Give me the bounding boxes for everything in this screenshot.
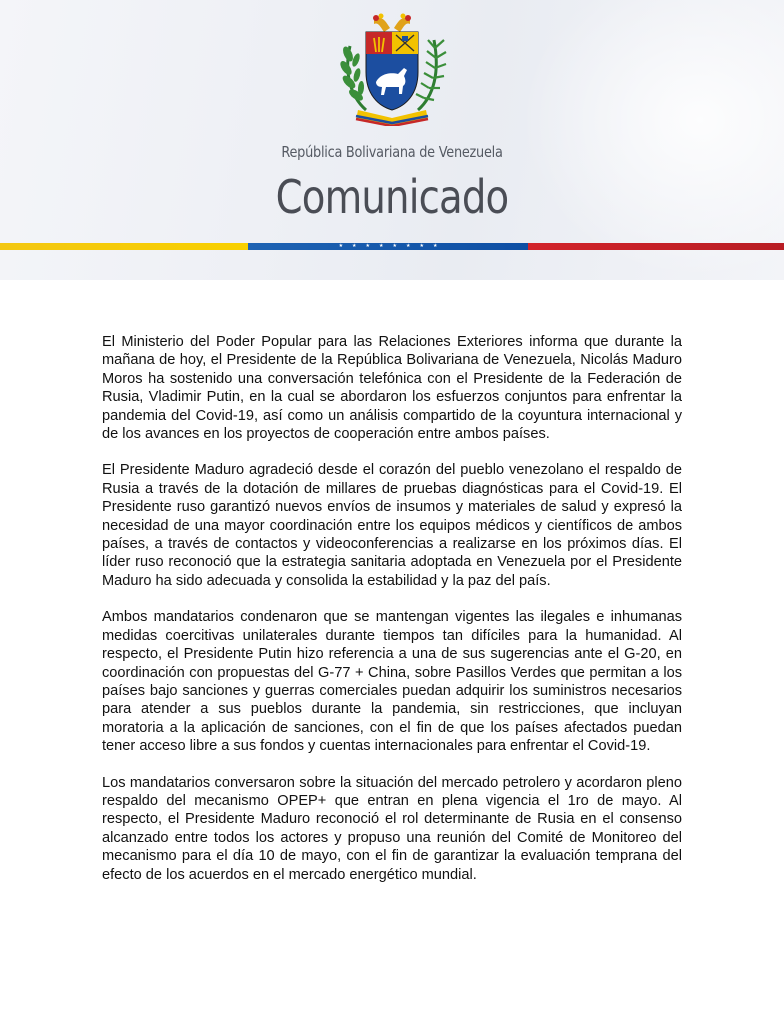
republic-name: República Bolivariana de Venezuela bbox=[281, 143, 503, 161]
stars-row bbox=[248, 242, 528, 251]
body-paragraph: El Presidente Maduro agradeció desde el corazón del pueblo venezolano el respaldo de Rusia a través de la dotación de millares de pruebas diagnósticas para el Covid-19. El Presidente ruso garantizó nuevos envíos de insumos y materiales de salud y expresó la necesidad de una mayor coordinación entre los equipos médicos y científicos de ambos países, a través de contactos y videoconferencias a realizarse en los próximos días. El líder ruso reconoció que la estrategia sanitaria adoptada en Venezuela por el Presidente Maduro ha sido adecuada y consolida la estabilidad y la paz del país. bbox=[102, 462, 682, 589]
flag-blue-segment bbox=[248, 243, 528, 250]
document-title: Comunicado bbox=[275, 170, 509, 224]
body-paragraph: Los mandatarios conversaron sobre la situación del mercado petrolero y acordaron pleno respaldo del mecanismo OPEP+ que entran en plena vigencia el 1ro de mayo. Al respecto, el Presidente Maduro reconoció el rol determinante de Rusia en el consenso alcanzado entre todos los actores y propuso una reunión del Comité de Monitoreo del mecanismo para el día 10 de mayo, con el fin de garantizar la evaluación temprana del efecto de los acuerdos en el mercado energético mundial. bbox=[102, 774, 682, 883]
star-icon: ★ bbox=[392, 243, 397, 249]
star-icon: ★ bbox=[405, 243, 411, 249]
star-icon: ★ bbox=[379, 243, 384, 249]
star-icon: ★ bbox=[419, 243, 424, 249]
body-paragraph: Ambos mandatarios condenaron que se mantengan vigentes las ilegales e inhumanas medidas coercitivas unilaterales durante tiempos tan difíciles para la humanidad. Al respecto, el Presidente Putin hizo referencia a una de sus sugerencias ante el G-20, en coordinación con propuestas del G-77 + China, sobre Pasillos Verdes que permitan a los países bajo sanciones y guerras comerciales puedan adquirir los suministros necesarios para atender a sus pueblos durante la pandemia, sin restricciones, que incluyan moratoria a la aplicación de sanciones, con el fin de que los países afectados puedan tener acceso libre a sus fondos y cuentas internacionales para enfrentar el Covid-19. bbox=[102, 609, 682, 755]
flag-yellow-segment bbox=[0, 243, 248, 250]
letterhead bbox=[0, 0, 784, 280]
star-icon: ★ bbox=[365, 243, 371, 249]
flag-red-segment bbox=[528, 243, 784, 250]
communique-body bbox=[102, 333, 682, 902]
star-icon: ★ bbox=[352, 243, 357, 249]
star-icon: ★ bbox=[338, 243, 344, 249]
flag-stripe bbox=[0, 243, 784, 250]
header-glow bbox=[520, 0, 784, 280]
star-icon: ★ bbox=[432, 243, 438, 249]
coat-of-arms-emblem bbox=[336, 10, 448, 126]
body-paragraph: El Ministerio del Poder Popular para las Relaciones Exteriores informa que durante la mañana de hoy, el Presidente de la República Bolivariana de Venezuela, Nicolás Maduro Moros ha sostenido una conversación telefónica con el Presidente de la Federación de Rusia, Vladimir Putin, en la cual se abordaron los esfuerzos conjuntos para enfrentar la pandemia del Covid-19, así como un análisis compartido de la coyuntura internacional y de los avances en los proyectos de cooperación entre ambos países. bbox=[102, 334, 682, 443]
